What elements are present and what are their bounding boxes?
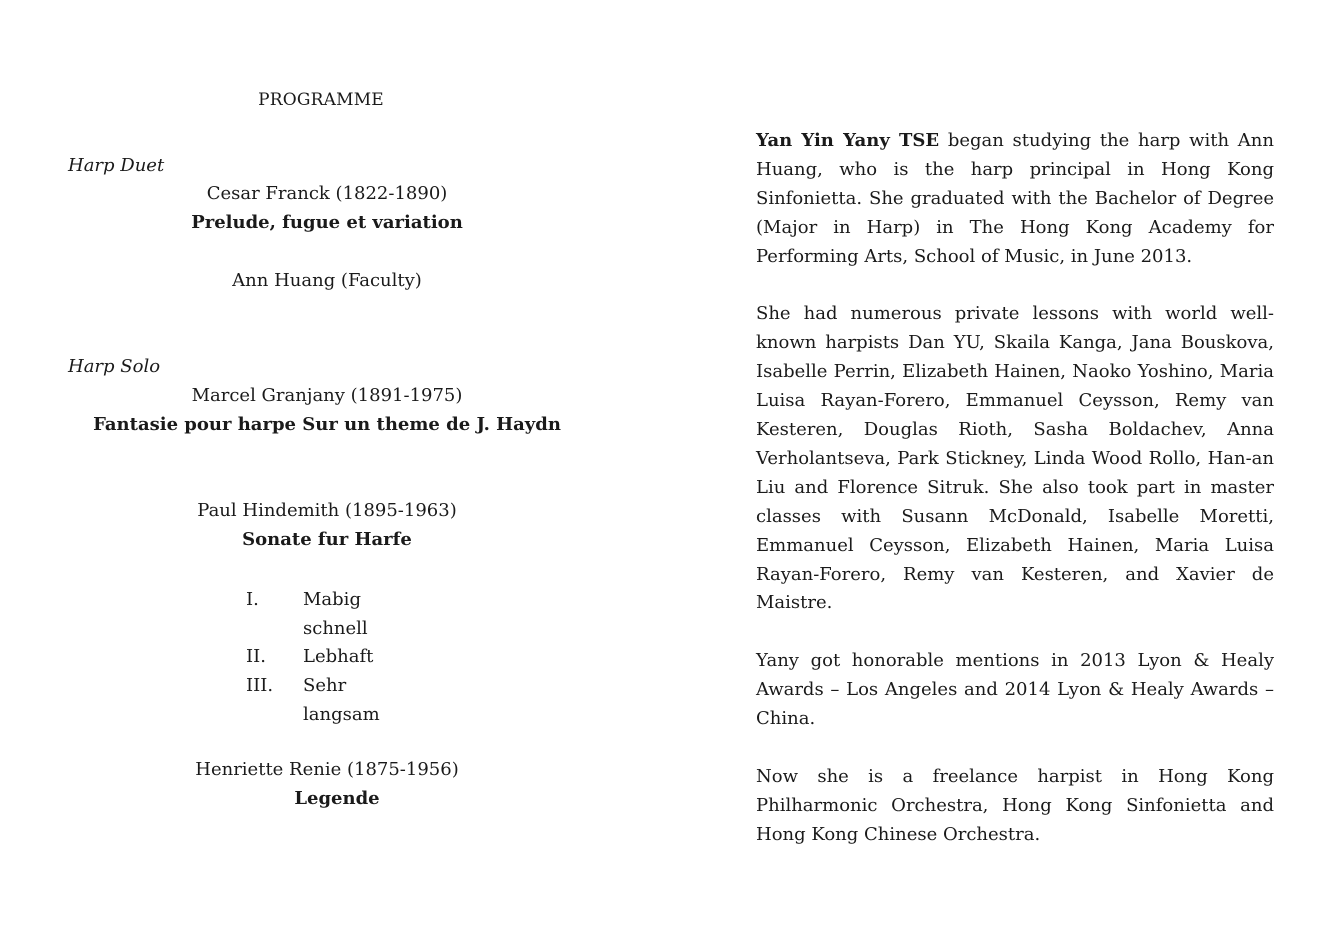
composer-renie: Henriette Renie (1875-1956) bbox=[195, 759, 459, 780]
biography-page bbox=[672, 0, 1344, 947]
movement-item bbox=[246, 643, 423, 672]
biography-text bbox=[756, 127, 1274, 879]
section-label-harp-solo: Harp Solo bbox=[68, 356, 161, 377]
performer-name: Yan Yin Yany TSE bbox=[756, 130, 940, 151]
programme-title: PROGRAMME bbox=[258, 90, 384, 110]
movement-number: III. bbox=[246, 675, 274, 697]
work-sonate: Sonate fur Harfe bbox=[242, 529, 412, 550]
movement-number: I. bbox=[246, 589, 259, 610]
movement-item bbox=[246, 586, 423, 643]
movement-name: Mabig schnell bbox=[303, 589, 368, 639]
movement-name: Sehr langsam bbox=[303, 675, 380, 725]
work-legende: Legende bbox=[294, 788, 380, 809]
bio-paragraph-3: Yany got honorable mentions in 2013 Lyon & Healy Awards – Los Angeles and 2014 Lyon & Healy Awards – China. bbox=[756, 650, 1274, 730]
work-fantasie: Fantasie pour harpe Sur un theme de J. Haydn bbox=[93, 414, 561, 435]
composer-hindemith: Paul Hindemith (1895-1963) bbox=[197, 500, 457, 521]
composer-granjany: Marcel Granjany (1891-1975) bbox=[191, 385, 463, 406]
composer-franck: Cesar Franck (1822-1890) bbox=[206, 183, 448, 204]
movement-list bbox=[246, 586, 423, 730]
movement-item bbox=[246, 672, 423, 729]
bio-paragraph-2: She had numerous private lessons with world well-known harpists Dan YU, Skaila Kanga, Jana Bouskova, Isabelle Perrin, Elizabeth Hainen, Naoko Yoshino, Maria Luisa Rayan-Forero, Emmanuel Ceysson, Remy van Kesteren, Douglas Rioth, Sasha Boldachev, Anna Verholantseva, Park Stickney, Linda Wood Rollo, Han-an Liu and Florence Sitruk. She also took part in master classes with Susann McDonald, Isabelle Moretti, Emmanuel Ceysson, Elizabeth Hainen, Maria Luisa Rayan-Forero, Remy van Kesteren, and Xavier de Maistre. bbox=[756, 303, 1274, 614]
bio-paragraph-4: Now she is a freelance harpist in Hong Kong Philharmonic Orchestra, Hong Kong Sinfonietta and Hong Kong Chinese Orchestra. bbox=[756, 765, 1274, 845]
movement-number: II. bbox=[246, 646, 266, 668]
bio-paragraph-1-text: began studying the harp with Ann Huang, who is the harp principal in Hong Kong Sinfonietta. She graduated with the Bachelor of Degree (Major in Harp) in The Hong Kong Academy for Performing Arts, School of Music, in June 2013. bbox=[756, 130, 1274, 267]
bio-paragraph-1 bbox=[756, 127, 1274, 272]
performer-ann-huang: Ann Huang (Faculty) bbox=[232, 270, 422, 291]
section-label-harp-duet: Harp Duet bbox=[68, 155, 165, 176]
movement-name: Lebhaft bbox=[303, 646, 374, 668]
work-prelude-fugue: Prelude, fugue et variation bbox=[191, 212, 463, 233]
